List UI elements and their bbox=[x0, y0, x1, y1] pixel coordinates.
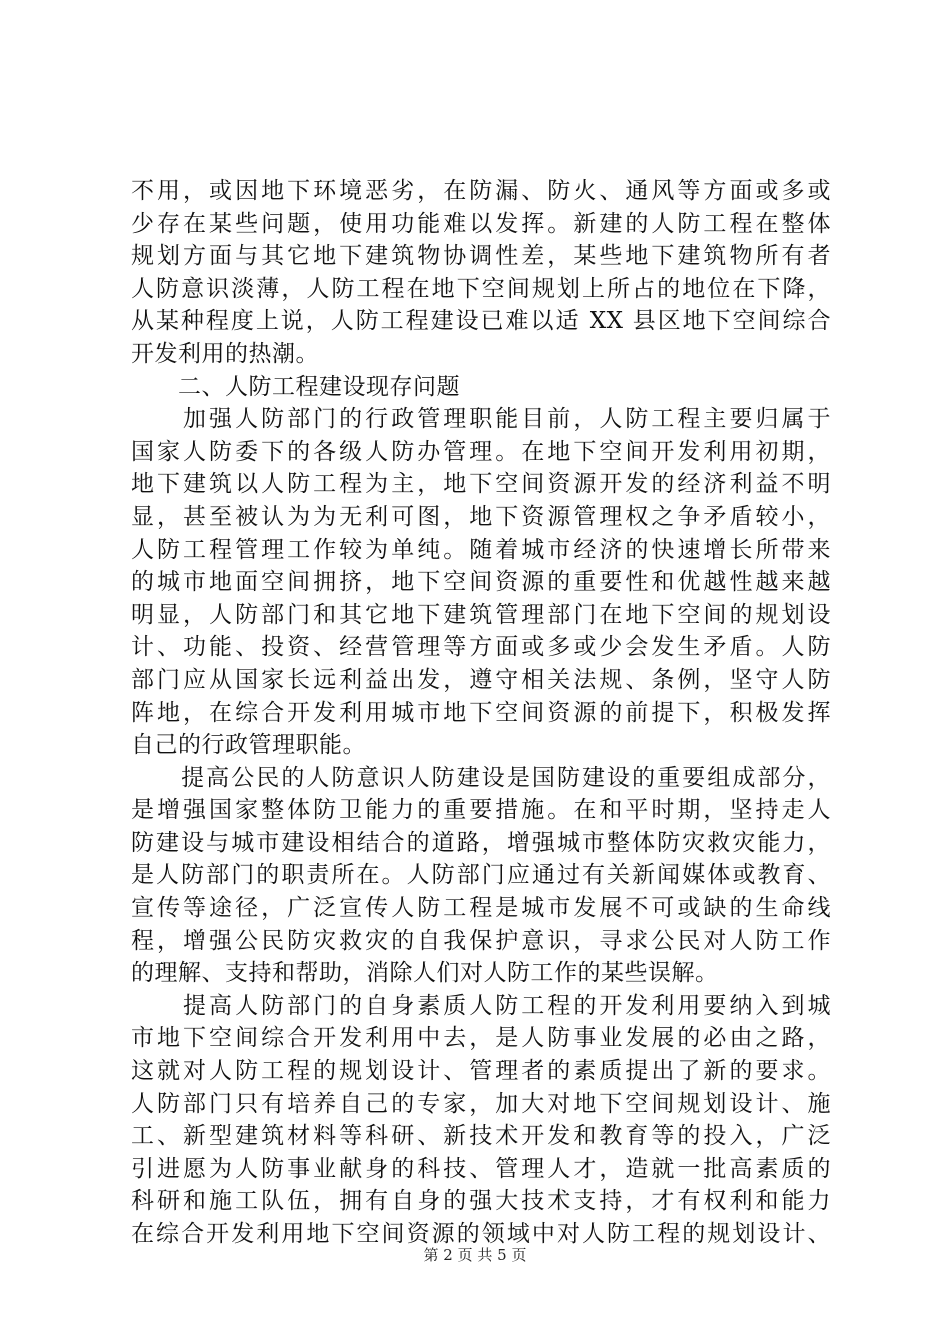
text-line: 的理解、支持和帮助，消除人们对人防工作的某些误解。 bbox=[131, 960, 719, 987]
page-footer: 第 2 页 共 5 页 bbox=[423, 1246, 527, 1264]
text-line: 地下建筑以人防工程为主，地下空间资源开发的经济利益不明 bbox=[131, 471, 831, 498]
text-line: 计、功能、投资、经营管理等方面或多或少会发生矛盾。人防 bbox=[131, 634, 831, 661]
text-line: 引进愿为人防事业献身的科技、管理人才，造就一批高素质的 bbox=[131, 1155, 831, 1182]
text-line: 是人防部门的职责所在。人防部门应通过有关新闻媒体或教育、 bbox=[131, 862, 831, 889]
text-line: 科研和施工队伍，拥有自身的强大技术支持，才有权利和能力 bbox=[131, 1188, 831, 1215]
text-line: 人防意识淡薄，人防工程在地下空间规划上所占的地位在下降， bbox=[131, 275, 831, 302]
text-line: 明显，人防部门和其它地下建筑管理部门在地下空间的规划设 bbox=[131, 601, 831, 628]
text-line: 是增强国家整体防卫能力的重要措施。在和平时期，坚持走人 bbox=[131, 797, 831, 824]
text-line: 从某种程度上说，人防工程建设已难以适 XX 县区地下空间综合 bbox=[131, 308, 831, 335]
text-line: 人防工程管理工作较为单纯。随着城市经济的快速增长所带来 bbox=[131, 536, 831, 563]
text-line: 程，增强公民防灾救灾的自我保护意识，寻求公民对人防工作 bbox=[131, 927, 831, 954]
text-line: 提高公民的人防意识人防建设是国防建设的重要组成部分， bbox=[131, 764, 831, 791]
text-line: 提高人防部门的自身素质人防工程的开发利用要纳入到城 bbox=[131, 992, 831, 1019]
text-line: 防建设与城市建设相结合的道路，增强城市整体防灾救灾能力， bbox=[131, 829, 831, 856]
text-line: 人防部门只有培养自己的专家，加大对地下空间规划设计、施 bbox=[131, 1090, 831, 1117]
text-line: 宣传等途径，广泛宣传人防工程是城市发展不可或缺的生命线 bbox=[131, 895, 831, 922]
text-line: 工、新型建筑材料等科研、新技术开发和教育等的投入，广泛 bbox=[131, 1123, 831, 1150]
text-line: 开发利用的热潮。 bbox=[131, 340, 319, 367]
text-line: 规划方面与其它地下建筑物协调性差，某些地下建筑物所有者 bbox=[131, 243, 831, 270]
text-line: 国家人防委下的各级人防办管理。在地下空间开发利用初期， bbox=[131, 438, 831, 465]
text-line: 显，甚至被认为为无利可图，地下资源管理权之争矛盾较小， bbox=[131, 503, 831, 530]
text-line: 的城市地面空间拥挤，地下空间资源的重要性和优越性越来越 bbox=[131, 569, 831, 596]
text-line: 部门应从国家长远利益出发，遵守相关法规、条例，坚守人防 bbox=[131, 666, 831, 693]
text-line: 二、人防工程建设现存问题 bbox=[131, 373, 460, 400]
text-line: 市地下空间综合开发利用中去，是人防事业发展的必由之路， bbox=[131, 1025, 831, 1052]
body-text bbox=[131, 175, 831, 1251]
text-line: 不用，或因地下环境恶劣，在防漏、防火、通风等方面或多或 bbox=[131, 178, 831, 204]
text-line: 加强人防部门的行政管理职能目前，人防工程主要归属于 bbox=[131, 406, 831, 433]
text-line: 在综合开发利用地下空间资源的领域中对人防工程的规划设计、 bbox=[131, 1221, 831, 1247]
text-line: 阵地，在综合开发利用城市地下空间资源的前提下，积极发挥 bbox=[131, 699, 831, 726]
text-line: 这就对人防工程的规划设计、管理者的素质提出了新的要求。 bbox=[131, 1058, 831, 1085]
text-line: 少存在某些问题，使用功能难以发挥。新建的人防工程在整体 bbox=[131, 210, 831, 237]
text-line: 自己的行政管理职能。 bbox=[131, 732, 366, 759]
